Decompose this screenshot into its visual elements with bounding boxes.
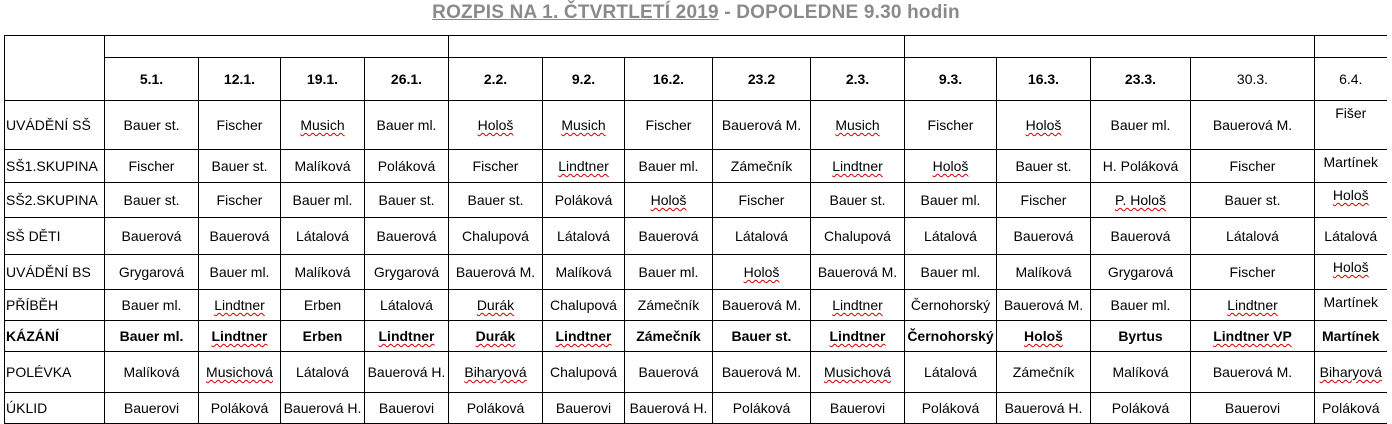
schedule-cell: Fischer: [449, 150, 543, 183]
schedule-cell: Poláková: [905, 393, 997, 424]
date-header: 16.3.: [997, 58, 1091, 101]
schedule-cell: Bauer ml.: [1091, 290, 1191, 321]
schedule-cell: Lindtner: [543, 321, 625, 352]
schedule-cell: Poláková: [1315, 393, 1387, 424]
schedule-cell: Poláková: [1091, 393, 1191, 424]
schedule-cell: Musichová: [811, 352, 905, 393]
schedule-cell: Bauerovi: [543, 393, 625, 424]
title-main: ROZPIS NA 1. ČTVRTLETÍ 2019: [432, 2, 719, 23]
schedule-cell: Fischer: [105, 150, 199, 183]
schedule-cell: Bauer st.: [713, 321, 811, 352]
schedule-cell: Bauerová H.: [625, 393, 713, 424]
month-band-march: [905, 36, 1315, 58]
schedule-cell: Bauerová: [625, 218, 713, 255]
date-header: 19.1.: [281, 58, 365, 101]
row-label: UVÁDĚNÍ BS: [5, 255, 105, 290]
document-title: [0, 2, 1392, 24]
schedule-cell: Lindtner VP: [1191, 321, 1315, 352]
row-label: KÁZÁNÍ: [5, 321, 105, 352]
title-rest: - DOPOLEDNE 9.30 hodin: [718, 2, 960, 23]
schedule-cell: Chalupová: [543, 352, 625, 393]
schedule-cell: Látalová: [713, 218, 811, 255]
schedule-cell: Grygarová: [1091, 255, 1191, 290]
schedule-cell: Hološ: [1315, 255, 1387, 290]
schedule-cell: Bauerová: [625, 352, 713, 393]
month-band-april: [1315, 36, 1387, 58]
schedule-cell: Bauerovi: [1191, 393, 1315, 424]
schedule-cell: Bauerová: [997, 218, 1091, 255]
schedule-row: [5, 321, 1387, 352]
schedule-row: [5, 183, 1387, 218]
schedule-cell: Bauer st.: [105, 183, 199, 218]
schedule-cell: Grygarová: [105, 255, 199, 290]
schedule-cell: Chalupová: [811, 218, 905, 255]
schedule-cell: Poláková: [199, 393, 281, 424]
date-header: 12.1.: [199, 58, 281, 101]
schedule-cell: Hološ: [905, 150, 997, 183]
row-label: POLÉVKA: [5, 352, 105, 393]
schedule-cell: Fischer: [1191, 150, 1315, 183]
schedule-cell: Erben: [281, 290, 365, 321]
schedule-cell: Chalupová: [449, 218, 543, 255]
row-label: SŠ2.SKUPINA: [5, 183, 105, 218]
schedule-cell: Hološ: [997, 321, 1091, 352]
schedule-cell: Látalová: [1315, 218, 1387, 255]
month-band-row: [5, 36, 1387, 58]
schedule-cell: Musichová: [199, 352, 281, 393]
schedule-cell: Fischer: [1191, 255, 1315, 290]
schedule-row: [5, 290, 1387, 321]
date-header: 16.2.: [625, 58, 713, 101]
month-band-january: [105, 36, 449, 58]
date-header: 6.4.: [1315, 58, 1387, 101]
schedule-cell: Bauerová M.: [449, 255, 543, 290]
date-header: 5.1.: [105, 58, 199, 101]
date-header: 9.2.: [543, 58, 625, 101]
schedule-cell: Bauer ml.: [105, 321, 199, 352]
schedule-cell: Bauer ml.: [365, 101, 449, 150]
schedule-cell: Malíková: [997, 255, 1091, 290]
schedule-cell: Látalová: [905, 218, 997, 255]
schedule-cell: Fischer: [199, 101, 281, 150]
schedule-cell: Bauer ml.: [905, 183, 997, 218]
date-header: 2.2.: [449, 58, 543, 101]
schedule-cell: Látalová: [543, 218, 625, 255]
schedule-cell: Bauer ml.: [199, 255, 281, 290]
schedule-cell: Černohorský: [905, 290, 997, 321]
row-label: PŘÍBĚH: [5, 290, 105, 321]
schedule-cell: Bauer ml.: [625, 255, 713, 290]
schedule-row: [5, 150, 1387, 183]
schedule-cell: Malíková: [105, 352, 199, 393]
schedule-cell: Hološ: [713, 255, 811, 290]
schedule-cell: Látalová: [365, 290, 449, 321]
schedule-cell: Malíková: [543, 255, 625, 290]
schedule-cell: Byrtus: [1091, 321, 1191, 352]
schedule-cell: H. Poláková: [1091, 150, 1191, 183]
row-label: SŠ1.SKUPINA: [5, 150, 105, 183]
schedule-cell: Bauerová M.: [1191, 101, 1315, 150]
schedule-cell: Lindtner: [1191, 290, 1315, 321]
schedule-cell: Černohorský: [905, 321, 997, 352]
row-label: ÚKLID: [5, 393, 105, 424]
month-band-february: [449, 36, 905, 58]
schedule-cell: Látalová: [1191, 218, 1315, 255]
schedule-cell: Chalupová: [543, 290, 625, 321]
date-header: 30.3.: [1191, 58, 1315, 101]
date-header-row: [5, 58, 1387, 101]
schedule-cell: Poláková: [713, 393, 811, 424]
schedule-cell: Hološ: [625, 183, 713, 218]
schedule-cell: Bauerová M.: [713, 352, 811, 393]
schedule-cell: Látalová: [281, 352, 365, 393]
schedule-cell: Biharyová: [449, 352, 543, 393]
schedule-cell: Zámečník: [713, 150, 811, 183]
schedule-cell: Grygarová: [365, 255, 449, 290]
schedule-cell: Bauerová M.: [713, 101, 811, 150]
schedule-cell: Musich: [811, 101, 905, 150]
schedule-cell: Bauerová M.: [811, 255, 905, 290]
schedule-row: [5, 255, 1387, 290]
schedule-cell: Malíková: [1091, 352, 1191, 393]
schedule-cell: Malíková: [281, 150, 365, 183]
row-label: SŠ DĚTI: [5, 218, 105, 255]
schedule-cell: Bauer st.: [811, 183, 905, 218]
schedule-cell: Látalová: [281, 218, 365, 255]
schedule-cell: Lindtner: [199, 321, 281, 352]
schedule-cell: Poláková: [543, 183, 625, 218]
schedule-cell: Poláková: [449, 393, 543, 424]
schedule-cell: Bauerová: [199, 218, 281, 255]
schedule-cell: Durák: [449, 321, 543, 352]
schedule-cell: Bauerová: [1091, 218, 1191, 255]
schedule-cell: Fischer: [713, 183, 811, 218]
schedule-row: [5, 218, 1387, 255]
schedule-cell: Bauer ml.: [625, 150, 713, 183]
schedule-cell: Bauer st.: [997, 150, 1091, 183]
schedule-row: [5, 352, 1387, 393]
schedule-cell: Fischer: [625, 101, 713, 150]
date-header: 23.3.: [1091, 58, 1191, 101]
schedule-cell: P. Hološ: [1091, 183, 1191, 218]
schedule-cell: Bauer ml.: [281, 183, 365, 218]
row-label: UVÁDĚNÍ SŠ: [5, 101, 105, 150]
schedule-cell: Bauerová H.: [997, 393, 1091, 424]
schedule-cell: Bauerová M.: [997, 290, 1091, 321]
schedule-cell: Fischer: [997, 183, 1091, 218]
schedule-cell: Malíková: [281, 255, 365, 290]
schedule-cell: Bauer st.: [449, 183, 543, 218]
schedule-cell: Fišer: [1315, 101, 1387, 150]
schedule-cell: Bauer st.: [105, 101, 199, 150]
date-header: 9.3.: [905, 58, 997, 101]
schedule-cell: Bauerová H.: [281, 393, 365, 424]
schedule-cell: Martínek: [1315, 290, 1387, 321]
schedule-cell: Fischer: [905, 101, 997, 150]
schedule-cell: Bauerová: [105, 218, 199, 255]
schedule-cell: Poláková: [365, 150, 449, 183]
date-header: 26.1.: [365, 58, 449, 101]
schedule-cell: Biharyová: [1315, 352, 1387, 393]
schedule-cell: Lindtner: [365, 321, 449, 352]
date-header: 23.2: [713, 58, 811, 101]
schedule-cell: Bauerová M.: [1191, 352, 1315, 393]
schedule-cell: Bauer st.: [1191, 183, 1315, 218]
schedule-cell: Musich: [543, 101, 625, 150]
schedule-row: [5, 393, 1387, 424]
schedule-cell: Lindtner: [811, 321, 905, 352]
corner-cell: [5, 36, 105, 101]
schedule-cell: Fischer: [199, 183, 281, 218]
schedule-cell: Bauer ml.: [905, 255, 997, 290]
schedule-cell: Bauerová: [365, 218, 449, 255]
schedule-cell: Hološ: [1315, 183, 1387, 218]
schedule-cell: Bauer ml.: [105, 290, 199, 321]
schedule-cell: Hološ: [997, 101, 1091, 150]
schedule-cell: Bauer ml.: [1091, 101, 1191, 150]
schedule-cell: Lindtner: [811, 150, 905, 183]
schedule-cell: Bauerovi: [365, 393, 449, 424]
schedule-cell: Bauer st.: [365, 183, 449, 218]
schedule-cell: Zámečník: [625, 290, 713, 321]
schedule-cell: Musich: [281, 101, 365, 150]
schedule-cell: Lindtner: [543, 150, 625, 183]
date-header: 2.3.: [811, 58, 905, 101]
schedule-cell: Bauerovi: [105, 393, 199, 424]
schedule-cell: Bauer st.: [199, 150, 281, 183]
schedule-cell: Bauerová M.: [713, 290, 811, 321]
schedule-cell: Durák: [449, 290, 543, 321]
schedule-cell: Martínek: [1315, 150, 1387, 183]
schedule-cell: Lindtner: [199, 290, 281, 321]
schedule-cell: Zámečník: [625, 321, 713, 352]
schedule-cell: Látalová: [905, 352, 997, 393]
schedule-cell: Martínek: [1315, 321, 1387, 352]
schedule-cell: Erben: [281, 321, 365, 352]
schedule-cell: Hološ: [449, 101, 543, 150]
schedule-cell: Bauerová H.: [365, 352, 449, 393]
schedule-cell: Zámečník: [997, 352, 1091, 393]
schedule-table: [4, 35, 1387, 424]
schedule-cell: Lindtner: [811, 290, 905, 321]
schedule-cell: Bauerovi: [811, 393, 905, 424]
schedule-row: [5, 101, 1387, 150]
